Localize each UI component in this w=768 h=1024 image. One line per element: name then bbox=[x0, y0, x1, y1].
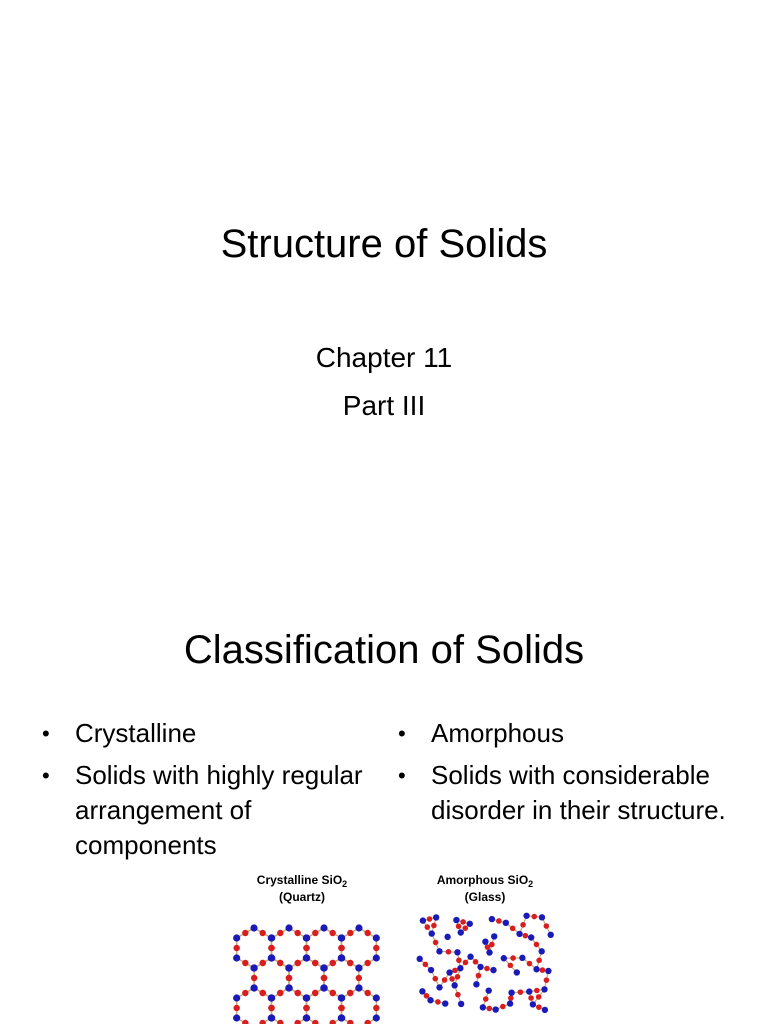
figure-caption bbox=[405, 874, 565, 904]
crystalline-sio2-figure bbox=[222, 874, 382, 1024]
oxygen-atom bbox=[356, 975, 362, 981]
silicon-atom bbox=[268, 1014, 275, 1021]
subtitle-chapter: Chapter 11 bbox=[315, 342, 453, 373]
oxygen-atom bbox=[277, 1020, 283, 1024]
silicon-atom bbox=[453, 917, 459, 923]
caption-note: (Glass) bbox=[464, 890, 506, 904]
figure-caption bbox=[222, 874, 382, 904]
silicon-atom bbox=[285, 984, 292, 991]
silicon-atom bbox=[528, 934, 534, 940]
oxygen-atom bbox=[510, 926, 516, 932]
oxygen-atom bbox=[536, 1004, 542, 1010]
caption-prefix: Crystalline SiO bbox=[256, 873, 343, 887]
oxygen-atom bbox=[449, 976, 455, 982]
oxygen-atom bbox=[518, 989, 524, 995]
oxygen-atom bbox=[520, 922, 526, 928]
silicon-atom bbox=[492, 1006, 498, 1012]
oxygen-atom bbox=[463, 960, 469, 966]
oxygen-atom bbox=[456, 957, 462, 963]
silicon-atom bbox=[233, 994, 240, 1001]
oxygen-atom bbox=[523, 933, 529, 939]
bullet-item bbox=[398, 716, 738, 751]
oxygen-atom bbox=[432, 976, 438, 982]
oxygen-atom bbox=[260, 960, 266, 966]
silicon-atom bbox=[526, 988, 532, 994]
bullet-item bbox=[398, 758, 738, 828]
oxygen-atom bbox=[373, 1005, 379, 1011]
oxygen-atom bbox=[338, 945, 344, 951]
silicon-atom bbox=[417, 956, 423, 962]
silicon-atom bbox=[482, 938, 488, 944]
oxygen-atom bbox=[338, 1005, 344, 1011]
silicon-atom bbox=[303, 954, 310, 961]
oxygen-atom bbox=[330, 960, 336, 966]
oxygen-atom bbox=[277, 930, 283, 936]
oxygen-atom bbox=[540, 967, 546, 973]
bullet-text: Crystalline bbox=[75, 718, 197, 748]
silicon-atom bbox=[523, 913, 529, 919]
silicon-atom bbox=[539, 948, 545, 954]
oxygen-atom bbox=[446, 949, 452, 955]
oxygen-atom bbox=[510, 955, 516, 961]
oxygen-atom bbox=[536, 958, 542, 964]
oxygen-atom bbox=[329, 1020, 335, 1024]
silicon-atom bbox=[541, 986, 547, 992]
bullet-list bbox=[398, 716, 738, 828]
silicon-atom bbox=[503, 920, 509, 926]
oxygen-atom bbox=[462, 925, 468, 931]
silicon-atom bbox=[233, 934, 240, 941]
oxygen-atom bbox=[286, 975, 292, 981]
crystalline-lattice-diagram bbox=[222, 908, 382, 1024]
silicon-atom bbox=[268, 934, 275, 941]
bullet-text: Amorphous bbox=[431, 718, 564, 748]
oxygen-atom bbox=[312, 990, 318, 996]
silicon-atom bbox=[303, 994, 310, 1001]
oxygen-atom bbox=[251, 975, 257, 981]
oxygen-atom bbox=[536, 994, 542, 1000]
oxygen-atom bbox=[442, 977, 448, 983]
silicon-atom bbox=[433, 914, 439, 920]
oxygen-atom bbox=[294, 930, 300, 936]
oxygen-atom bbox=[528, 995, 534, 1001]
oxygen-atom bbox=[486, 1006, 492, 1012]
oxygen-atom bbox=[423, 962, 429, 968]
oxygen-atom bbox=[508, 995, 514, 1001]
oxygen-atom bbox=[473, 959, 479, 965]
subtitle-part: Part III bbox=[342, 390, 426, 421]
bullet-glyph: • bbox=[398, 763, 406, 788]
silicon-atom bbox=[436, 984, 442, 990]
oxygen-atom bbox=[435, 999, 441, 1005]
oxygen-atom bbox=[425, 924, 431, 930]
silicon-atom bbox=[539, 914, 545, 920]
silicon-atom bbox=[491, 933, 497, 939]
silicon-atom bbox=[373, 954, 380, 961]
silicon-atom bbox=[486, 987, 492, 993]
oxygen-atom bbox=[364, 990, 370, 996]
silicon-atom bbox=[508, 989, 514, 995]
silicon-atom bbox=[233, 1014, 240, 1021]
oxygen-atom bbox=[312, 960, 318, 966]
silicon-atom bbox=[473, 981, 479, 987]
oxygen-atom bbox=[534, 942, 540, 948]
silicon-atom bbox=[251, 964, 258, 971]
silicon-atom bbox=[458, 1001, 464, 1007]
silicon-atom bbox=[446, 969, 452, 975]
oxygen-atom bbox=[496, 918, 502, 924]
silicon-atom bbox=[268, 954, 275, 961]
silicon-atom bbox=[321, 964, 328, 971]
silicon-atom bbox=[355, 964, 362, 971]
bullet-text: Solids with highly regular arrangement of components bbox=[75, 760, 363, 860]
slide-title: Structure of Solids bbox=[220, 222, 548, 266]
silicon-atom bbox=[338, 934, 345, 941]
bullet-text: Solids with considerable disorder in their structure. bbox=[431, 760, 726, 825]
caption-subscript: 2 bbox=[528, 879, 534, 889]
oxygen-atom bbox=[531, 914, 537, 920]
oxygen-atom bbox=[312, 1020, 318, 1024]
silicon-atom bbox=[516, 931, 522, 937]
slide-title: Classification of Solids bbox=[183, 628, 585, 672]
oxygen-atom bbox=[455, 974, 461, 980]
oxygen-atom bbox=[259, 990, 265, 996]
oxygen-atom bbox=[347, 990, 353, 996]
silicon-atom bbox=[444, 934, 450, 940]
silicon-atom bbox=[548, 932, 554, 938]
oxygen-atom bbox=[527, 961, 533, 967]
oxygen-atom bbox=[321, 975, 327, 981]
oxygen-atom bbox=[242, 960, 248, 966]
bullet-glyph: • bbox=[398, 721, 406, 746]
oxygen-atom bbox=[364, 960, 370, 966]
silicon-atom bbox=[303, 934, 310, 941]
silicon-atom bbox=[519, 955, 525, 961]
oxygen-atom bbox=[456, 923, 462, 929]
oxygen-atom bbox=[364, 1020, 370, 1024]
silicon-atom bbox=[233, 954, 240, 961]
silicon-atom bbox=[338, 954, 345, 961]
silicon-atom bbox=[429, 930, 435, 936]
bullet-list bbox=[42, 716, 372, 863]
oxygen-atom bbox=[431, 923, 437, 929]
oxygen-atom bbox=[427, 916, 433, 922]
oxygen-atom bbox=[534, 988, 540, 994]
oxygen-atom bbox=[294, 990, 300, 996]
silicon-atom bbox=[490, 967, 496, 973]
oxygen-atom bbox=[484, 966, 490, 972]
oxygen-atom bbox=[347, 930, 353, 936]
silicon-atom bbox=[542, 1007, 548, 1013]
silicon-atom bbox=[373, 994, 380, 1001]
silicon-atom bbox=[420, 917, 426, 923]
silicon-atom bbox=[355, 924, 362, 931]
silicon-atom bbox=[355, 984, 362, 991]
oxygen-atom bbox=[242, 990, 248, 996]
amorphous-sio2-figure bbox=[405, 874, 565, 1024]
silicon-atom bbox=[514, 969, 520, 975]
oxygen-atom bbox=[259, 1020, 265, 1024]
caption-subscript: 2 bbox=[342, 879, 348, 889]
oxygen-atom bbox=[424, 993, 430, 999]
crystalline-column bbox=[42, 716, 372, 870]
silicon-atom bbox=[467, 921, 473, 927]
oxygen-atom bbox=[312, 930, 318, 936]
silicon-atom bbox=[419, 988, 425, 994]
bullet-item bbox=[42, 716, 372, 751]
oxygen-atom bbox=[508, 963, 514, 969]
amorphous-column bbox=[398, 716, 738, 835]
oxygen-atom bbox=[242, 1020, 248, 1024]
oxygen-atom bbox=[364, 930, 370, 936]
oxygen-atom bbox=[544, 977, 550, 983]
caption-prefix: Amorphous SiO bbox=[436, 873, 529, 887]
oxygen-atom bbox=[233, 945, 239, 951]
oxygen-atom bbox=[259, 930, 265, 936]
classification-slide bbox=[0, 576, 768, 1024]
silicon-atom bbox=[250, 924, 257, 931]
silicon-atom bbox=[442, 1000, 448, 1006]
oxygen-atom bbox=[500, 1004, 506, 1010]
oxygen-atom bbox=[460, 919, 466, 925]
silicon-atom bbox=[428, 967, 434, 973]
silicon-atom bbox=[320, 924, 327, 931]
silicon-atom bbox=[530, 1001, 536, 1007]
silicon-atom bbox=[250, 984, 257, 991]
silicon-atom bbox=[489, 916, 495, 922]
silicon-atom bbox=[303, 1014, 310, 1021]
silicon-atom bbox=[285, 924, 292, 931]
silicon-atom bbox=[373, 1014, 380, 1021]
slide-subtitle bbox=[0, 334, 768, 430]
silicon-atom bbox=[454, 949, 460, 955]
silicon-atom bbox=[480, 1004, 486, 1010]
oxygen-atom bbox=[476, 973, 482, 979]
bullet-item bbox=[42, 758, 372, 863]
silicon-atom bbox=[451, 982, 457, 988]
silicon-atom bbox=[486, 949, 492, 955]
oxygen-atom bbox=[277, 990, 283, 996]
silicon-atom bbox=[427, 997, 433, 1003]
oxygen-atom bbox=[544, 923, 550, 929]
silicon-atom bbox=[268, 994, 275, 1001]
silicon-atom bbox=[436, 948, 442, 954]
oxygen-atom bbox=[347, 1020, 353, 1024]
amorphous-network-diagram bbox=[405, 908, 565, 1024]
oxygen-atom bbox=[277, 960, 283, 966]
oxygen-atom bbox=[295, 960, 301, 966]
silicon-atom bbox=[373, 934, 380, 941]
oxygen-atom bbox=[433, 940, 439, 946]
silicon-atom bbox=[458, 929, 464, 935]
silicon-atom bbox=[501, 955, 507, 961]
oxygen-atom bbox=[452, 968, 458, 974]
silicon-atom bbox=[477, 964, 483, 970]
silicon-atom bbox=[320, 984, 327, 991]
oxygen-atom bbox=[268, 1005, 274, 1011]
oxygen-atom bbox=[242, 930, 248, 936]
silicon-atom bbox=[286, 964, 293, 971]
oxygen-atom bbox=[483, 996, 489, 1002]
silicon-atom bbox=[533, 966, 539, 972]
caption-note: (Quartz) bbox=[279, 890, 325, 904]
oxygen-atom bbox=[455, 992, 461, 998]
silicon-atom bbox=[338, 1014, 345, 1021]
oxygen-atom bbox=[329, 990, 335, 996]
silicon-atom bbox=[467, 954, 473, 960]
silicon-atom bbox=[545, 968, 551, 974]
oxygen-atom bbox=[329, 930, 335, 936]
oxygen-atom bbox=[294, 1020, 300, 1024]
silicon-atom bbox=[507, 1000, 513, 1006]
silicon-atom bbox=[457, 965, 463, 971]
oxygen-atom bbox=[347, 960, 353, 966]
oxygen-atom bbox=[268, 945, 274, 951]
silicon-atom bbox=[338, 994, 345, 1001]
oxygen-atom bbox=[489, 942, 495, 948]
bullet-glyph: • bbox=[42, 763, 50, 788]
oxygen-atom bbox=[303, 945, 309, 951]
bullet-glyph: • bbox=[42, 721, 50, 746]
oxygen-atom bbox=[303, 1005, 309, 1011]
oxygen-atom bbox=[233, 1005, 239, 1011]
oxygen-atom bbox=[373, 945, 379, 951]
